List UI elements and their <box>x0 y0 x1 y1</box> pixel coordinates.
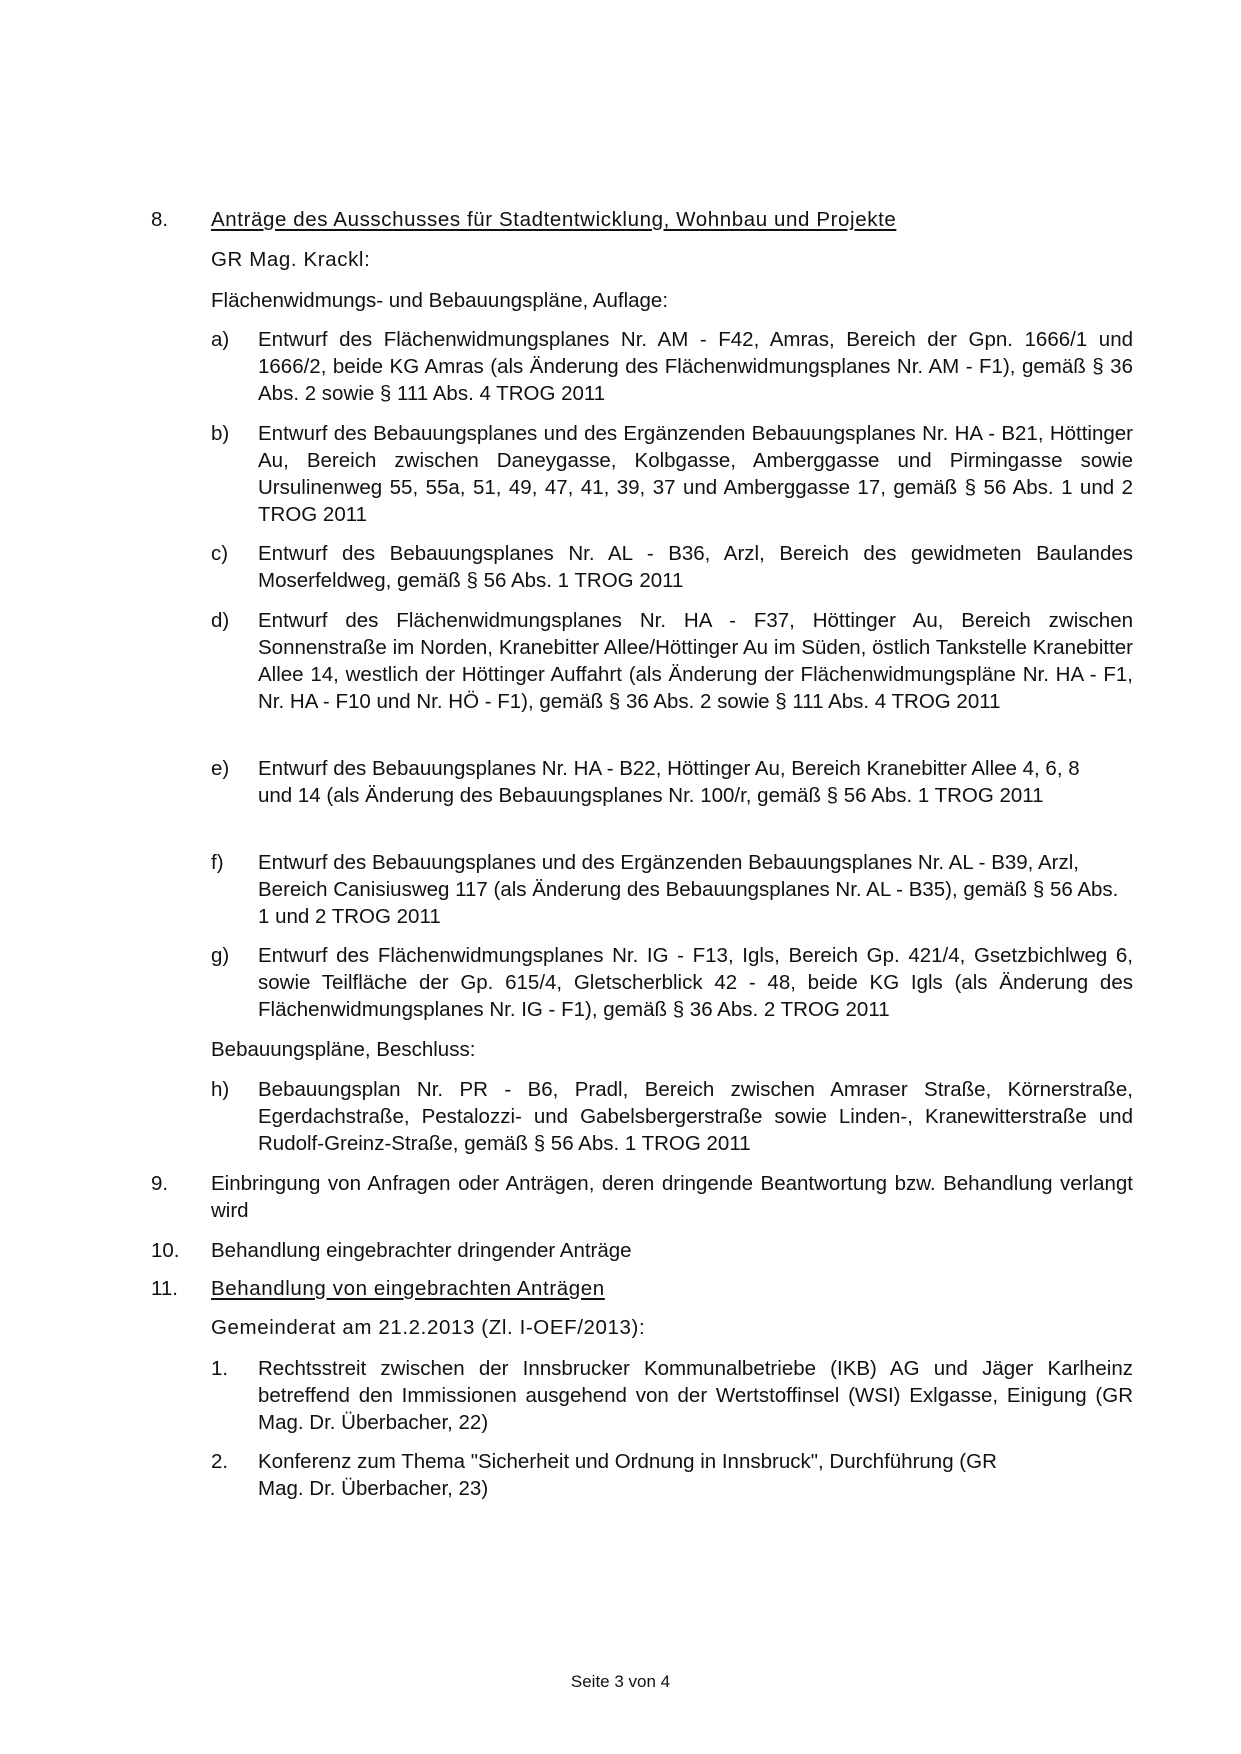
item-label: c) <box>211 542 229 565</box>
agenda-item-text: Entwurf des Bebauungsplanes Nr. AL - B36, Arzl, Bereich des gewidmeten Baulandes Moserfeldweg, gemäß § 56 Abs. 1 TROG 2011 <box>258 542 1133 592</box>
speaker-line: GR Mag. Krackl: <box>211 248 371 271</box>
item-label: 1. <box>211 1357 229 1380</box>
item-label: e) <box>211 757 230 780</box>
agenda-item-text: Entwurf des Bebauungsplanes Nr. HA - B22, Höttinger Au, Bereich Kranebitter Allee 4, 6, 8 und 14 (als Änderung des Bebauungsplanes Nr. 100/r, gemäß § 56 Abs. 1 TROG 2011 <box>258 757 1080 807</box>
item-label: d) <box>211 609 230 632</box>
section-number: 8. <box>151 208 169 231</box>
page-footer: Seite 3 von 4 <box>570 1672 671 1691</box>
agenda-item-text: Bebauungsplan Nr. PR - B6, Pradl, Bereich zwischen Amraser Straße, Körnerstraße, Egerdachstraße, Pestalozzi- und Gabelsbergerstraße sowie Linden-, Kranewitterstraße und Rudolf-Greinz-Straße, gemäß § 56 Abs. 1 TROG 2011 <box>258 1078 1133 1155</box>
group-title-auflage: Flächenwidmungs- und Bebauungspläne, Auflage: <box>211 289 669 312</box>
section-text: Behandlung eingebrachter dringender Anträge <box>211 1239 632 1262</box>
item-label: 2. <box>211 1450 229 1473</box>
section-number: 9. <box>151 1172 169 1195</box>
item-label: b) <box>211 422 230 445</box>
item-label: f) <box>211 851 224 874</box>
section-heading: Behandlung von eingebrachten Anträgen <box>211 1277 605 1300</box>
group-title-beschluss: Bebauungspläne, Beschluss: <box>211 1038 476 1061</box>
agenda-item-text: Konferenz zum Thema "Sicherheit und Ordnung in Innsbruck", Durchführung (GR Mag. Dr. Überbacher, 23) <box>258 1450 997 1500</box>
agenda-item-text: Entwurf des Bebauungsplanes und des Ergänzenden Bebauungsplanes Nr. AL - B39, Arzl, Bereich Canisiusweg 117 (als Änderung des Bebauungsplanes Nr. AL - B35), gemäß § 56 Abs. 1 und 2 TROG 2011 <box>258 851 1119 928</box>
agenda-item-text: Rechtsstreit zwischen der Innsbrucker Kommunalbetriebe (IKB) AG und Jäger Karlheinz betreffend den Immissionen ausgehend von der Wertstoffinsel (WSI) Exlgasse, Einigung (GR Mag. Dr. Überbacher, 22) <box>258 1357 1133 1434</box>
agenda-item-text: Entwurf des Flächenwidmungsplanes Nr. IG - F13, Igls, Bereich Gp. 421/4, Gsetzbichlweg 6, sowie Teilfläche der Gp. 615/4, Gletscherblick 42 - 48, beide KG Igls (als Änderung des Flächenwidmungsplanes Nr. IG - F1), gemäß § 36 Abs. 2 TROG 2011 <box>258 944 1133 1021</box>
section-number: 10. <box>151 1239 180 1262</box>
section-subtitle: Gemeinderat am 21.2.2013 (Zl. I-OEF/2013): <box>211 1316 646 1339</box>
agenda-item-text: Entwurf des Flächenwidmungsplanes Nr. HA - F37, Höttinger Au, Bereich zwischen Sonnenstraße im Norden, Kranebitter Allee/Höttinger Au im Süden, östlich Tankstelle Kranebitter Allee 14, westlich der Höttinger Auffahrt (als Änderung der Flächenwidmungspläne Nr. HA - F1, Nr. HA - F10 und Nr. HÖ - F1), gemäß § 36 Abs. 2 sowie § 111 Abs. 4 TROG 2011 <box>258 609 1133 713</box>
item-label: h) <box>211 1078 230 1101</box>
item-label: g) <box>211 944 230 967</box>
section-text: Einbringung von Anfragen oder Anträgen, deren dringende Beantwortung bzw. Behandlung verlangt wird <box>211 1172 1133 1222</box>
agenda-item-text: Entwurf des Bebauungsplanes und des Ergänzenden Bebauungsplanes Nr. HA - B21, Höttinger Au, Bereich zwischen Daneygasse, Kolbgasse, Amberggasse und Pirmingasse sowie Ursulinenweg 55, 55a, 51, 49, 47, 41, 39, 37 und Amberggasse 17, gemäß § 56 Abs. 1 und 2 TROG 2011 <box>258 422 1133 526</box>
section-heading: Anträge des Ausschusses für Stadtentwicklung, Wohnbau und Projekte <box>211 208 897 231</box>
agenda-item-text: Entwurf des Flächenwidmungsplanes Nr. AM - F42, Amras, Bereich der Gpn. 1666/1 und 1666/2, beide KG Amras (als Änderung des Flächenwidmungsplanes Nr. AM - F1), gemäß § 36 Abs. 2 sowie § 111 Abs. 4 TROG 2011 <box>258 328 1133 405</box>
section-number: 11. <box>151 1277 178 1300</box>
item-label: a) <box>211 328 230 351</box>
